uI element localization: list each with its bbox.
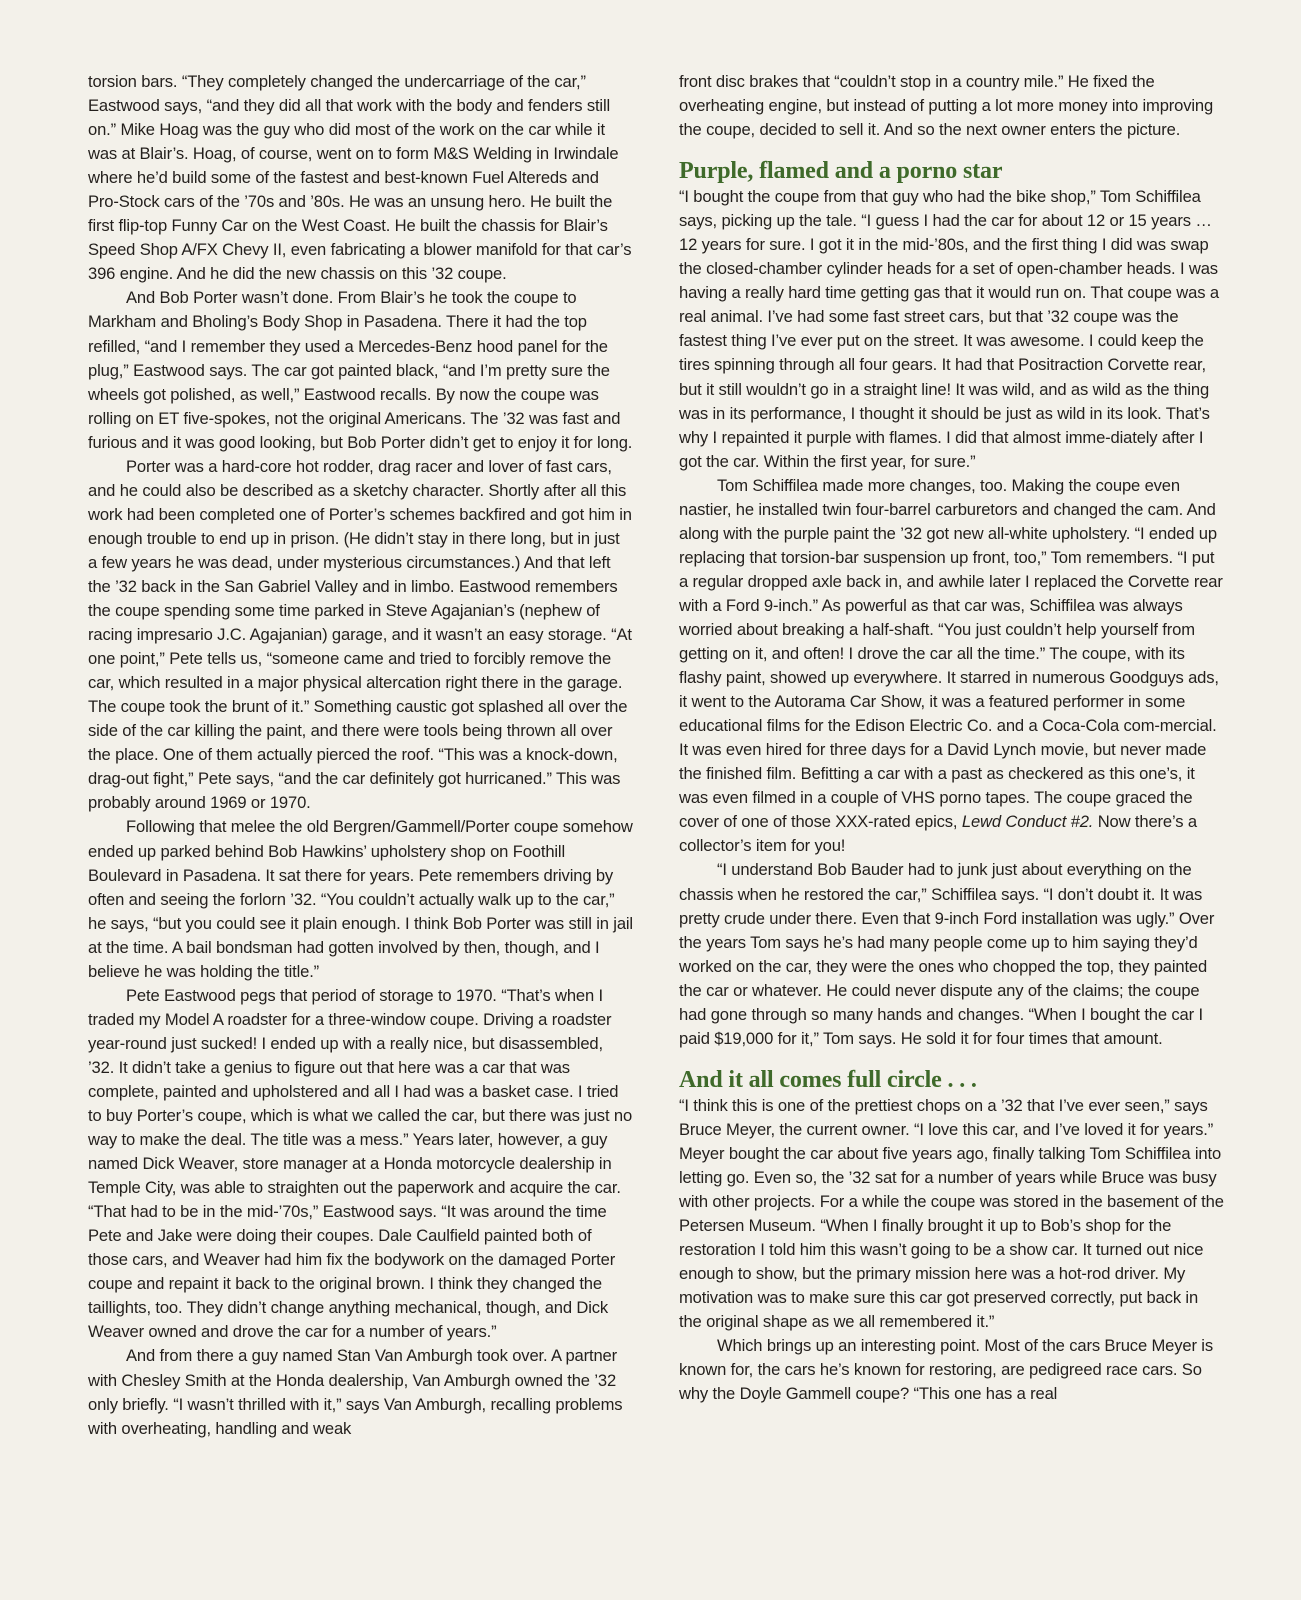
body-paragraph: “I bought the coupe from that guy who had the bike shop,” Tom Schiffilea says, picking up the tale. “I guess I had the car for about 12 or 15 years … 12 years for sure. I got it in the mid-’80s, and the first thing I did was swap the closed-chamber cylinder heads for a set of open-chamber heads. I was having a really hard time getting gas that it would run on. That coupe was a real animal. I’ve had some fast street cars, but that ’32 coupe was the fastest thing I’ve ever put on the street. It was awesome. I could keep the tires spinning through all four gears. It had that Positraction Corvette rear, but it still wouldn’t go in a straight line! It was wild, and as wild as the thing was in its performance, I thought it should be just as wild in its look. That’s why I repainted it purple with flames. I did that almost imme-diately after I got the car. Within the first year, for sure.” [679,187,1219,471]
paragraph-text: Now there’s a collector’s item for you! [679,812,1197,856]
film-title: Lewd Conduct #2. [961,812,1094,832]
left-column [88,70,633,1441]
body-paragraph: Pete Eastwood pegs that period of storage to 1970. “That’s when I traded my Model A roadster for a three-window coupe. Driving a roadster year-round just sucked! I ended up with a really nice, but disassembled, ’32. It didn’t take a genius to figure out that here was a car that was complete, painted and upholstered and all I had was a basket case. I tried to buy Porter’s coupe, which is what we called the car, but there was just no way to make the deal. The title was a mess.” Years later, however, a guy named Dick Weaver, store manager at a Honda motorcycle dealership in Temple City, was able to straighten out the paperwork and acquire the car. “That had to be in the mid-’70s,” Eastwood says. “It was around the time Pete and Jake were doing their coupes. Dale Caulfield painted both of those cars, and Weaver had him fix the bodywork on the damaged Porter coupe and repaint it back to the original brown. I think they changed the taillights, too. They didn’t change anything mechanical, though, and Dick Weaver owned and drove the car for a number of years.” [88,985,633,1342]
body-paragraph: And Bob Porter wasn’t done. From Blair’s he took the coupe to Markham and Bholing’s Body Shop in Pasadena. There it had the top refilled, “and I remember they used a Mercedes-Benz hood panel for the plug,” Eastwood says. The car got painted black, “and I’m pretty sure the wheels got polished, as well,” Eastwood recalls. By now the coupe was rolling on ET five-spokes, not the original Americans. The ’32 was fast and furious and it was good looking, but Bob Porter didn’t get to enjoy it for long. [88,288,633,452]
section-heading: And it all comes full circle . . . [679,1066,977,1093]
body-paragraph [679,474,1224,859]
body-paragraph: torsion bars. “They completely changed the undercarriage of the car,” Eastwood says, “and they did all that work with the body and fenders still on.” Mike Hoag was the guy who did most of the work on the car while it was at Blair’s. Hoag, of course, went on to form M&S Welding in Irwindale where he’d build some of the fastest and best-known Fuel Altereds and Pro-Stock cars of the ’70s and ’80s. He was an unsung hero. He built the first flip-top Funny Car on the West Coast. He built the chassis for Blair’s Speed Shop A/FX Chevy II, even fabricating a blower manifold for that car’s 396 engine. And he did the new chassis on this ’32 coupe. [88,72,632,284]
body-paragraph: “I think this is one of the prettiest chops on a ’32 that I’ve ever seen,” says Bruce Meyer, the current owner. “I love this car, and I’ve loved it for years.” Meyer bought the car about five years ago, finally talking Tom Schiffilea into letting go. Even so, the ’32 sat for a number of years while Bruce was busy with other projects. For a while the coupe was stored in the basement of the Petersen Museum. “When I finally brought it up to Bob’s shop for the restoration I told him this wasn’t going to be a show car. It turned out nice enough to show, but the primary mission here was a hot-rod driver. My motivation was to make sure this car got preserved correctly, put back in the original shape as we all remembered it.” [679,1095,1224,1332]
body-paragraph: Following that melee the old Bergren/Gammell/Porter coupe somehow ended up parked behind Bob Hawkins’ upholstery shop on Foothill Boulevard in Pasadena. It sat there for years. Pete remembers driving by often and seeing the forlorn ’32. “You couldn’t actually walk up to the car,” he says, “but you could see it plain enough. I think Bob Porter was still in jail at the time. A bail bondsman had gotten involved by then, though, and I believe he was holding the title.” [88,817,633,981]
paragraph-text: Tom Schiffilea made more changes, too. Making the coupe even nastier, he installed twin four-barrel carburetors and changed the cam. And along with the purple paint the ’32 got new all-white upholstery. “I ended up replacing that torsion-bar suspension up front, too,” Tom remembers. “I put a regular dropped axle back in, and awhile later I replaced the Corvette rear with a Ford 9-inch.” As powerful as that car was, Schiffilea was always worried about breaking a half-shaft. “You just couldn’t help yourself from getting on it, and often! I drove the car all the time.” The coupe, with its flashy paint, showed up everywhere. It starred in numerous Goodguys ads, it went to the Autorama Car Show, it was a featured performer in some educational films for the Edison Electric Co. and a Coca-Cola com-mercial. It was even hired for three days for a David Lynch movie, but never made the finished film. Befitting a car with a past as checkered as this one’s, it was even filmed in a couple of VHS porno tapes. The coupe graced the cover of one of those XXX-rated epics, [679,475,1223,832]
right-column [679,70,1224,1406]
section-heading: Purple, flamed and a porno star [679,158,1003,185]
body-paragraph: And from there a guy named Stan Van Amburgh took over. A partner with Chesley Smith at the Honda dealership, Van Amburgh owned the ’32 only briefly. “I wasn’t thrilled with it,” says Van Amburgh, recalling problems with overheating, handling and weak [88,1346,623,1438]
body-paragraph: “I understand Bob Bauder had to junk just about everything on the chassis when he restored the car,” Schiffilea says. “I don’t doubt it. It was pretty crude under there. Even that 9-inch Ford installation was ugly.” Over the years Tom says he’s had many people come up to him saying they’d worked on the car, they were the ones who chopped the top, they painted the car or whatever. He could never dispute any of the claims; the coupe had gone through so many hands and changes. “When I bought the car I paid $19,000 for it,” Tom says. He sold it for four times that amount. [679,860,1215,1048]
body-paragraph: front disc brakes that “couldn’t stop in a country mile.” He fixed the overheating engine, but instead of putting a lot more money into improving the coupe, decided to sell it. And so the next owner enters the picture. [679,72,1214,140]
body-paragraph: Which brings up an interesting point. Most of the cars Bruce Meyer is known for, the cars he’s known for restoring, are pedigreed race cars. So why the Doyle Gammell coupe? “This one has a real [679,1336,1213,1404]
body-paragraph: Porter was a hard-core hot rodder, drag racer and lover of fast cars, and he could also be described as a sketchy character. Shortly after all this work had been completed one of Porter’s schemes backfired and got him in enough trouble to end up in prison. (He didn’t stay in there long, but in just a few years he was dead, under mysterious circumstances.) And that left the ’32 back in the San Gabriel Valley and in limbo. Eastwood remembers the coupe spending some time parked in Steve Agajanian’s (nephew of racing impresario J.C. Agajanian) garage, and it wasn’t an easy storage. “At one point,” Pete tells us, “someone came and tried to forcibly remove the car, which resulted in a major physical altercation right there in the garage. The coupe took the brunt of it.” Something caustic got splashed all over the side of the car killing the paint, and there were tools being thrown all over the place. One of them actually pierced the roof. “This was a knock-down, drag-out fight,” Pete says, “and the car definitely got hurricaned.” This was probably around 1969 or 1970. [88,456,632,813]
